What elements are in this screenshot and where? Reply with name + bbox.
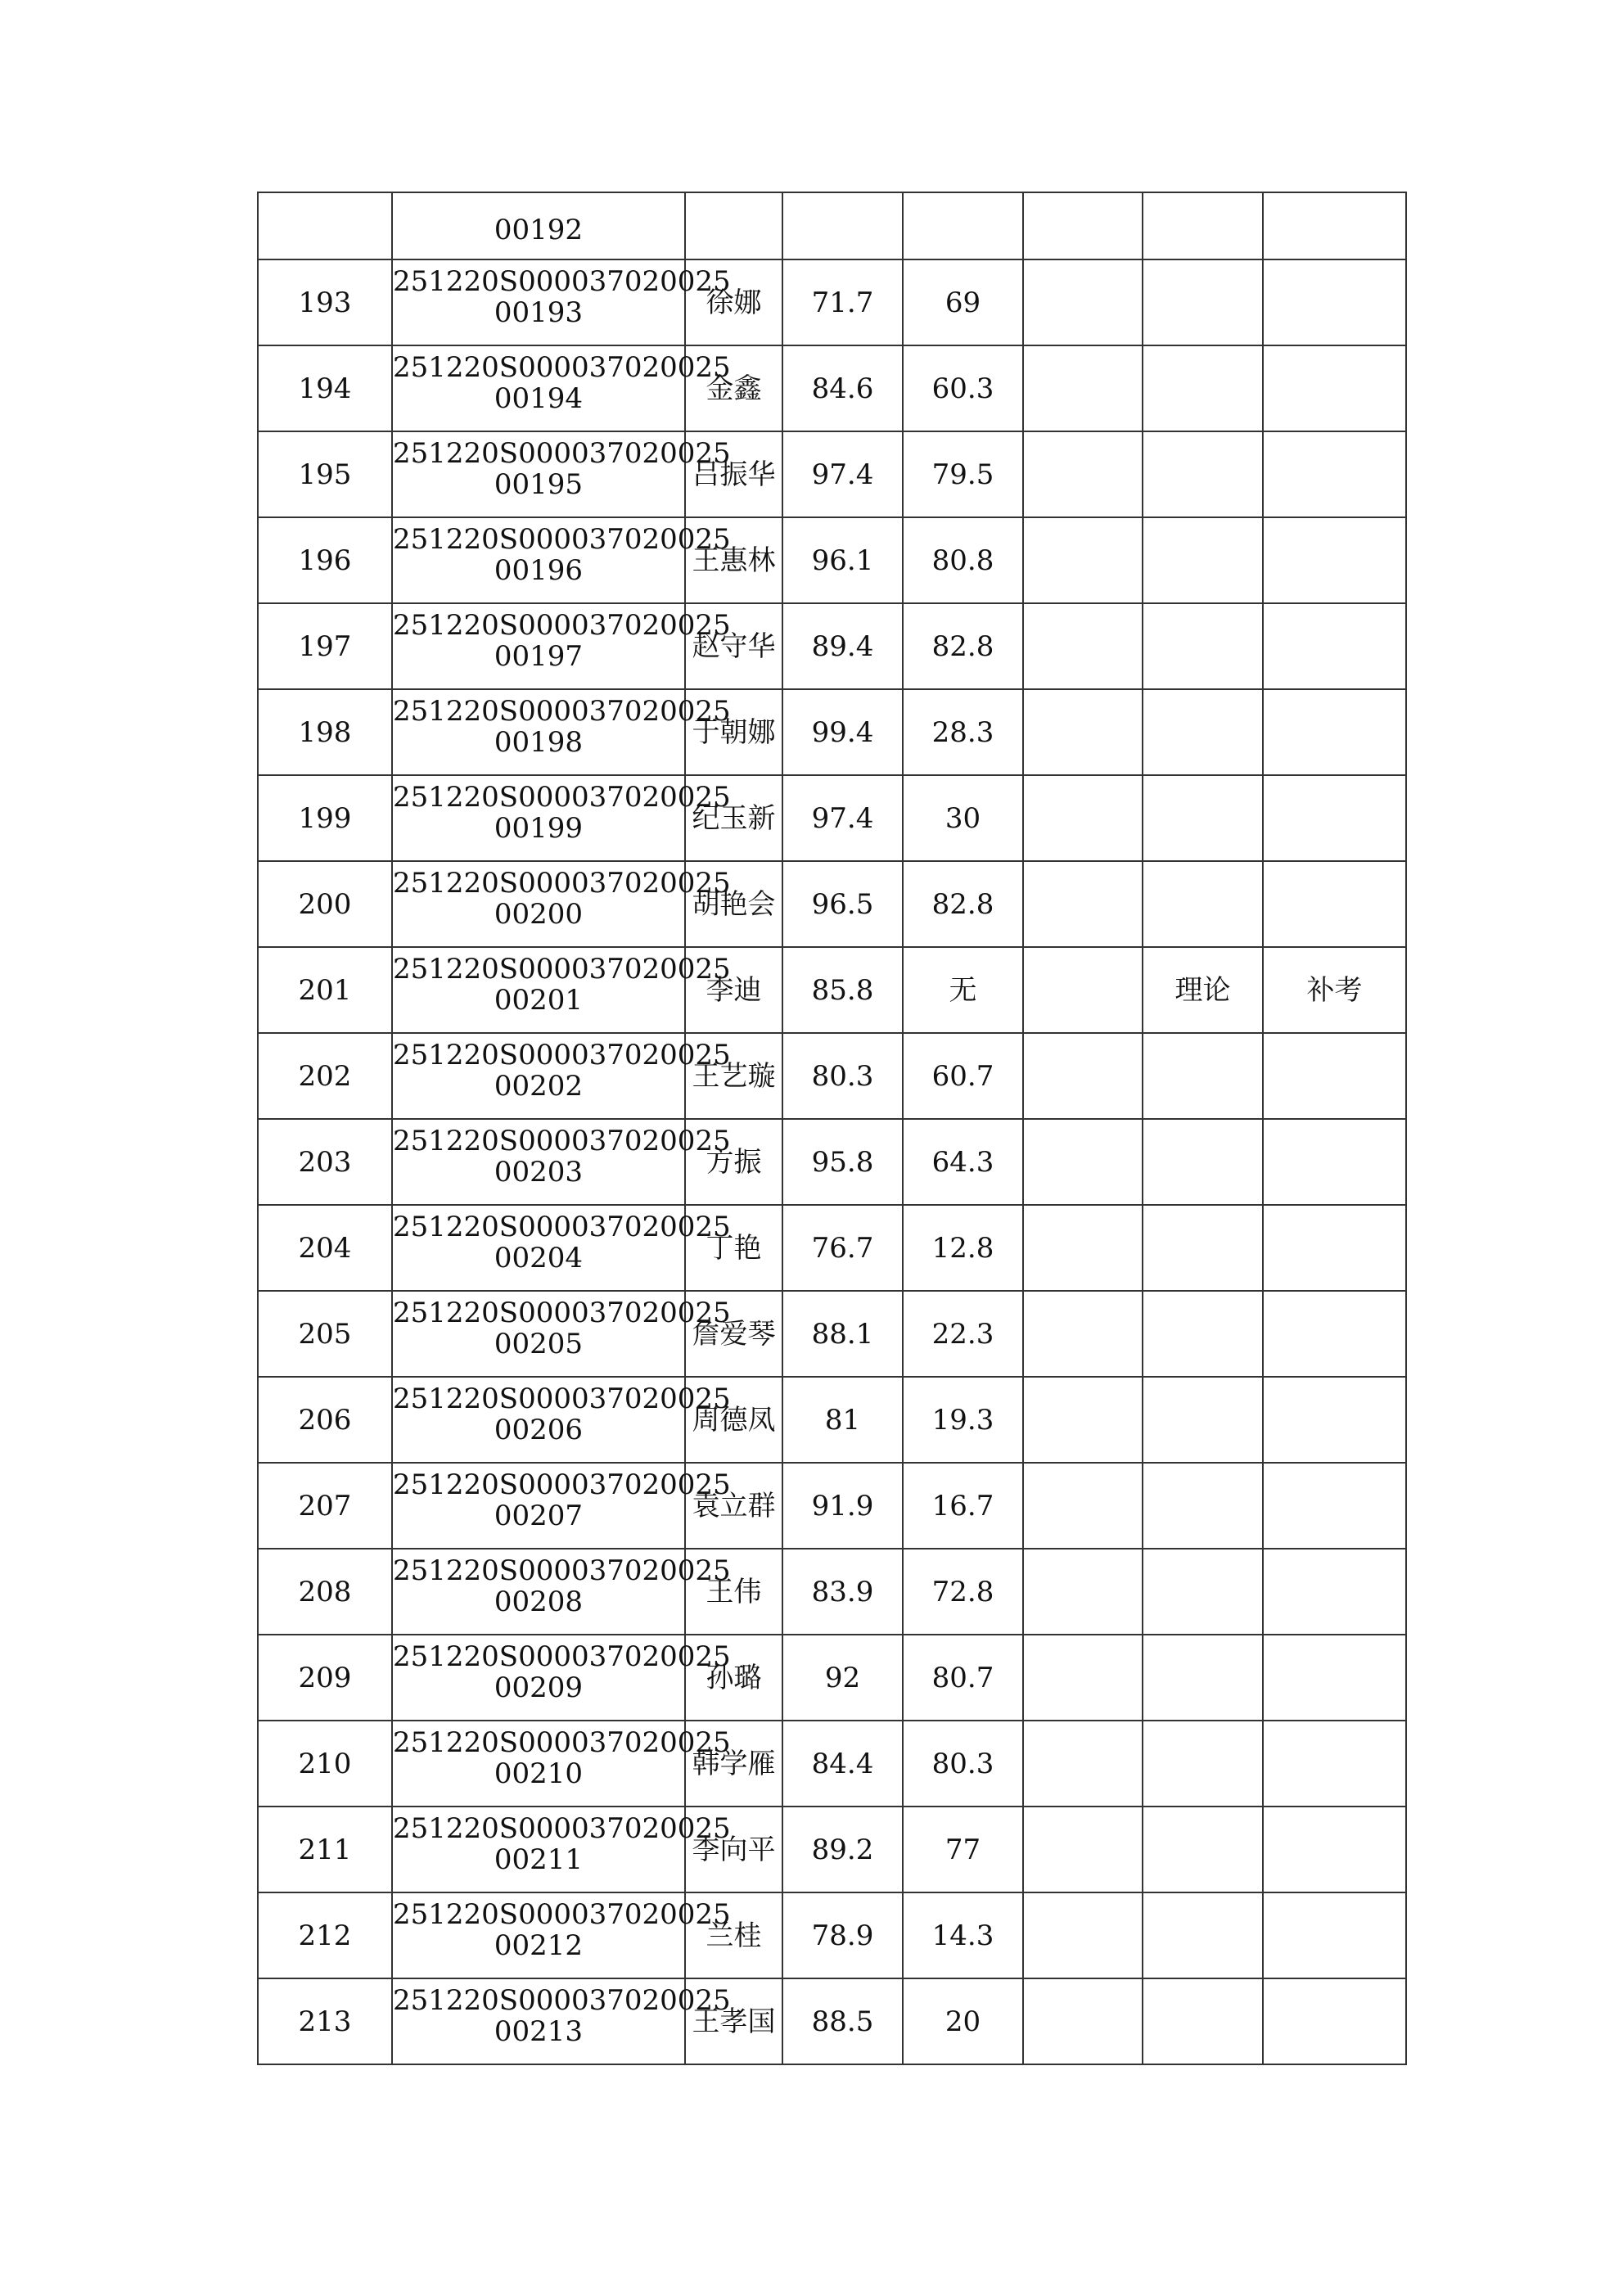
cell-candidate-id — [392, 1807, 731, 1892]
candidate-id-suffix: 00211 — [494, 1843, 584, 1876]
cell-col8 — [1263, 1549, 1406, 1635]
cell-name: 王伟 — [685, 1549, 782, 1635]
cell-col7 — [1143, 345, 1263, 431]
cell-name: 徐娜 — [685, 259, 782, 345]
cell-no: 205 — [258, 1291, 392, 1377]
cell-col6 — [1023, 192, 1143, 259]
table-row — [258, 517, 1406, 603]
table-row — [258, 775, 1406, 861]
cell-no: 193 — [258, 259, 392, 345]
cell-candidate-id — [392, 345, 731, 431]
cell-col7 — [1143, 1291, 1263, 1377]
cell-score2: 28.3 — [903, 689, 1023, 775]
cell-score2 — [903, 192, 1023, 259]
candidate-id-prefix: 251220S000037020025 — [393, 350, 731, 384]
candidate-id-suffix: 00193 — [494, 295, 584, 329]
cell-name — [685, 192, 782, 259]
cell-score2: 69 — [903, 259, 1023, 345]
cell-col6 — [1023, 1549, 1143, 1635]
cell-no: 211 — [258, 1807, 392, 1892]
cell-col8 — [1263, 1635, 1406, 1721]
candidate-id-prefix: 251220S000037020025 — [393, 1554, 731, 1587]
candidate-id-prefix: 251220S000037020025 — [393, 1897, 731, 1931]
cell-name: 詹爱琴 — [685, 1291, 782, 1377]
cell-name: 孙璐 — [685, 1635, 782, 1721]
cell-score1: 88.1 — [782, 1291, 903, 1377]
cell-col8 — [1263, 1033, 1406, 1119]
cell-score1: 95.8 — [782, 1119, 903, 1205]
cell-no: 197 — [258, 603, 392, 689]
table-row — [258, 1721, 1406, 1807]
cell-candidate-id — [392, 1377, 731, 1463]
cell-col8 — [1263, 689, 1406, 775]
cell-candidate-id — [392, 431, 731, 517]
candidate-id-prefix: 251220S000037020025 — [393, 608, 731, 642]
cell-col6 — [1023, 517, 1143, 603]
cell-col6 — [1023, 1205, 1143, 1291]
score-table-body — [258, 192, 1406, 2064]
table-row — [258, 1892, 1406, 1978]
cell-name: 王孝国 — [685, 1978, 782, 2064]
cell-score2: 82.8 — [903, 603, 1023, 689]
cell-score1: 89.4 — [782, 603, 903, 689]
cell-score2: 16.7 — [903, 1463, 1023, 1549]
cell-col6 — [1023, 603, 1143, 689]
cell-name: 袁立群 — [685, 1463, 782, 1549]
cell-col8 — [1263, 861, 1406, 947]
table-row — [258, 1377, 1406, 1463]
cell-col7 — [1143, 517, 1263, 603]
cell-col7 — [1143, 1549, 1263, 1635]
cell-candidate-id — [392, 1205, 731, 1291]
candidate-id-prefix: 251220S000037020025 — [393, 1124, 731, 1157]
cell-col8 — [1263, 259, 1406, 345]
cell-col8 — [1263, 775, 1406, 861]
cell-col6 — [1023, 431, 1143, 517]
cell-name: 于朝娜 — [685, 689, 782, 775]
cell-col8 — [1263, 345, 1406, 431]
cell-score1: 81 — [782, 1377, 903, 1463]
cell-col6 — [1023, 1463, 1143, 1549]
cell-no: 201 — [258, 947, 392, 1033]
cell-score1: 97.4 — [782, 775, 903, 861]
cell-score2: 60.7 — [903, 1033, 1023, 1119]
cell-no: 208 — [258, 1549, 392, 1635]
cell-candidate-id — [392, 1463, 731, 1549]
table-row — [258, 259, 1406, 345]
cell-name: 周德凤 — [685, 1377, 782, 1463]
cell-col8 — [1263, 1205, 1406, 1291]
candidate-id-suffix: 00196 — [494, 553, 584, 587]
cell-name: 金鑫 — [685, 345, 782, 431]
cell-col6 — [1023, 1291, 1143, 1377]
cell-col8 — [1263, 1978, 1406, 2064]
candidate-id-prefix: 251220S000037020025 — [393, 1038, 731, 1071]
cell-score1: 80.3 — [782, 1033, 903, 1119]
candidate-id-suffix: 00208 — [494, 1585, 584, 1618]
candidate-id-prefix: 251220S000037020025 — [393, 1725, 731, 1759]
cell-score1: 96.1 — [782, 517, 903, 603]
cell-name: 方振 — [685, 1119, 782, 1205]
candidate-id-suffix: 00205 — [494, 1327, 584, 1360]
cell-score2: 72.8 — [903, 1549, 1023, 1635]
cell-candidate-id — [392, 947, 731, 1033]
candidate-id-prefix: 251220S000037020025 — [393, 1811, 731, 1845]
cell-name: 王惠林 — [685, 517, 782, 603]
table-row — [258, 1807, 1406, 1892]
cell-col6 — [1023, 1635, 1143, 1721]
cell-col6 — [1023, 1377, 1143, 1463]
table-row — [258, 1549, 1406, 1635]
cell-candidate-id — [392, 259, 731, 345]
cell-name: 韩学雁 — [685, 1721, 782, 1807]
cell-candidate-id — [392, 517, 731, 603]
table-row — [258, 1205, 1406, 1291]
candidate-id-suffix: 00202 — [494, 1069, 584, 1103]
cell-no: 209 — [258, 1635, 392, 1721]
cell-col8 — [1263, 1721, 1406, 1807]
table-row — [258, 192, 1406, 259]
candidate-id-prefix: 251220S000037020025 — [393, 522, 731, 556]
candidate-id-suffix: 00200 — [494, 897, 584, 931]
cell-score2: 79.5 — [903, 431, 1023, 517]
cell-col8 — [1263, 1892, 1406, 1978]
cell-candidate-id — [392, 689, 731, 775]
candidate-id-prefix: 251220S000037020025 — [393, 1468, 731, 1501]
table-row — [258, 1463, 1406, 1549]
cell-name: 王艺璇 — [685, 1033, 782, 1119]
cell-score1: 92 — [782, 1635, 903, 1721]
candidate-id-prefix: 251220S000037020025 — [393, 1983, 731, 2017]
cell-no: 199 — [258, 775, 392, 861]
table-row — [258, 345, 1406, 431]
cell-score2: 82.8 — [903, 861, 1023, 947]
cell-score2: 20 — [903, 1978, 1023, 2064]
cell-no: 206 — [258, 1377, 392, 1463]
cell-col6 — [1023, 345, 1143, 431]
cell-col6 — [1023, 259, 1143, 345]
cell-score1: 97.4 — [782, 431, 903, 517]
candidate-id-suffix: 00194 — [494, 381, 584, 415]
candidate-id-suffix: 00213 — [494, 2014, 584, 2048]
cell-score1: 83.9 — [782, 1549, 903, 1635]
candidate-id-prefix: 251220S000037020025 — [393, 264, 731, 298]
table-row — [258, 947, 1406, 1033]
cell-score1: 85.8 — [782, 947, 903, 1033]
cell-col7 — [1143, 689, 1263, 775]
cell-name: 赵守华 — [685, 603, 782, 689]
cell-score2: 22.3 — [903, 1291, 1023, 1377]
cell-col7 — [1143, 1119, 1263, 1205]
cell-candidate-id — [392, 1978, 731, 2064]
cell-col8 — [1263, 1463, 1406, 1549]
candidate-id-prefix: 251220S000037020025 — [393, 866, 731, 900]
cell-col7 — [1143, 1892, 1263, 1978]
cell-col7 — [1143, 775, 1263, 861]
cell-col7 — [1143, 1807, 1263, 1892]
cell-score1: 99.4 — [782, 689, 903, 775]
cell-name: 吕振华 — [685, 431, 782, 517]
cell-col8 — [1263, 603, 1406, 689]
candidate-id-suffix: 00207 — [494, 1499, 584, 1532]
cell-score1: 96.5 — [782, 861, 903, 947]
candidate-id-prefix: 251220S000037020025 — [393, 1640, 731, 1673]
cell-col6 — [1023, 1033, 1143, 1119]
cell-no: 196 — [258, 517, 392, 603]
table-row — [258, 603, 1406, 689]
cell-no: 194 — [258, 345, 392, 431]
cell-col8 — [1263, 1377, 1406, 1463]
cell-col7 — [1143, 1033, 1263, 1119]
cell-col7 — [1143, 1721, 1263, 1807]
cell-name: 兰桂 — [685, 1892, 782, 1978]
candidate-id-suffix: 00197 — [494, 639, 584, 673]
candidate-id-prefix: 251220S000037020025 — [393, 780, 731, 814]
cell-no: 203 — [258, 1119, 392, 1205]
cell-candidate-id — [392, 1291, 731, 1377]
cell-score2: 19.3 — [903, 1377, 1023, 1463]
cell-name: 纪玉新 — [685, 775, 782, 861]
candidate-id-suffix: 00204 — [494, 1241, 584, 1274]
cell-candidate-id — [392, 775, 731, 861]
candidate-id-suffix: 00210 — [494, 1757, 584, 1790]
table-row — [258, 689, 1406, 775]
cell-no: 202 — [258, 1033, 392, 1119]
cell-no: 210 — [258, 1721, 392, 1807]
cell-col7 — [1143, 861, 1263, 947]
cell-col8 — [1263, 192, 1406, 259]
cell-name: 李迪 — [685, 947, 782, 1033]
cell-score2: 64.3 — [903, 1119, 1023, 1205]
candidate-id-suffix: 00212 — [494, 1928, 584, 1962]
cell-col8: 补考 — [1263, 947, 1406, 1033]
cell-candidate-id — [392, 603, 731, 689]
candidate-id-suffix: 00192 — [494, 214, 584, 246]
cell-score1: 89.2 — [782, 1807, 903, 1892]
cell-no: 204 — [258, 1205, 392, 1291]
cell-col8 — [1263, 1291, 1406, 1377]
table-row — [258, 1978, 1406, 2064]
cell-no: 207 — [258, 1463, 392, 1549]
table-row — [258, 1635, 1406, 1721]
cell-col6 — [1023, 947, 1143, 1033]
cell-score2: 12.8 — [903, 1205, 1023, 1291]
cell-col8 — [1263, 1807, 1406, 1892]
score-table — [257, 192, 1407, 2065]
cell-score2: 80.7 — [903, 1635, 1023, 1721]
cell-no: 195 — [258, 431, 392, 517]
candidate-id-suffix: 00206 — [494, 1413, 584, 1446]
cell-score2: 无 — [903, 947, 1023, 1033]
cell-col7 — [1143, 603, 1263, 689]
candidate-id-prefix: 251220S000037020025 — [393, 694, 731, 728]
candidate-id-suffix: 00201 — [494, 983, 584, 1017]
table-row — [258, 861, 1406, 947]
cell-score2: 60.3 — [903, 345, 1023, 431]
cell-score2: 14.3 — [903, 1892, 1023, 1978]
cell-no: 213 — [258, 1978, 392, 2064]
cell-name: 李向平 — [685, 1807, 782, 1892]
cell-candidate-id — [392, 1549, 731, 1635]
cell-score1: 91.9 — [782, 1463, 903, 1549]
cell-col6 — [1023, 861, 1143, 947]
cell-name: 丁艳 — [685, 1205, 782, 1291]
table-row — [258, 1291, 1406, 1377]
candidate-id-suffix: 00198 — [494, 725, 584, 759]
cell-col7 — [1143, 1635, 1263, 1721]
cell-score2: 80.8 — [903, 517, 1023, 603]
cell-col8 — [1263, 431, 1406, 517]
cell-col7 — [1143, 1463, 1263, 1549]
candidate-id-prefix: 251220S000037020025 — [393, 1210, 731, 1243]
cell-no: 212 — [258, 1892, 392, 1978]
cell-candidate-id — [392, 1721, 731, 1807]
cell-col6 — [1023, 1119, 1143, 1205]
cell-col7 — [1143, 259, 1263, 345]
cell-score1: 71.7 — [782, 259, 903, 345]
cell-col6 — [1023, 1721, 1143, 1807]
table-row — [258, 1033, 1406, 1119]
cell-col7 — [1143, 1978, 1263, 2064]
table-row — [258, 1119, 1406, 1205]
cell-candidate-id — [392, 1033, 731, 1119]
cell-score2: 30 — [903, 775, 1023, 861]
cell-score2: 80.3 — [903, 1721, 1023, 1807]
cell-col7 — [1143, 1377, 1263, 1463]
cell-candidate-id — [392, 192, 685, 259]
cell-no: 198 — [258, 689, 392, 775]
candidate-id-suffix: 00195 — [494, 467, 584, 501]
cell-candidate-id — [392, 1119, 731, 1205]
cell-col8 — [1263, 517, 1406, 603]
cell-col6 — [1023, 1892, 1143, 1978]
candidate-id-prefix: 251220S000037020025 — [393, 1296, 731, 1329]
candidate-id-suffix: 00209 — [494, 1671, 584, 1704]
cell-col6 — [1023, 1807, 1143, 1892]
cell-score1: 84.6 — [782, 345, 903, 431]
cell-score1 — [782, 192, 903, 259]
cell-no — [258, 192, 392, 259]
cell-col7: 理论 — [1143, 947, 1263, 1033]
cell-score1: 84.4 — [782, 1721, 903, 1807]
cell-score2: 77 — [903, 1807, 1023, 1892]
candidate-id-suffix: 00199 — [494, 811, 584, 845]
table-row — [258, 431, 1406, 517]
cell-candidate-id — [392, 861, 731, 947]
cell-candidate-id — [392, 1635, 731, 1721]
candidate-id-suffix: 00203 — [494, 1155, 584, 1189]
cell-candidate-id — [392, 1892, 731, 1978]
cell-col7 — [1143, 431, 1263, 517]
cell-score1: 76.7 — [782, 1205, 903, 1291]
cell-col7 — [1143, 1205, 1263, 1291]
cell-score1: 78.9 — [782, 1892, 903, 1978]
cell-no: 200 — [258, 861, 392, 947]
cell-col6 — [1023, 1978, 1143, 2064]
cell-col6 — [1023, 775, 1143, 861]
cell-score1: 88.5 — [782, 1978, 903, 2064]
candidate-id-prefix: 251220S000037020025 — [393, 1382, 731, 1415]
candidate-id-prefix: 251220S000037020025 — [393, 952, 731, 986]
cell-col6 — [1023, 689, 1143, 775]
cell-name: 胡艳会 — [685, 861, 782, 947]
cell-col7 — [1143, 192, 1263, 259]
candidate-id-prefix: 251220S000037020025 — [393, 436, 731, 470]
cell-col8 — [1263, 1119, 1406, 1205]
